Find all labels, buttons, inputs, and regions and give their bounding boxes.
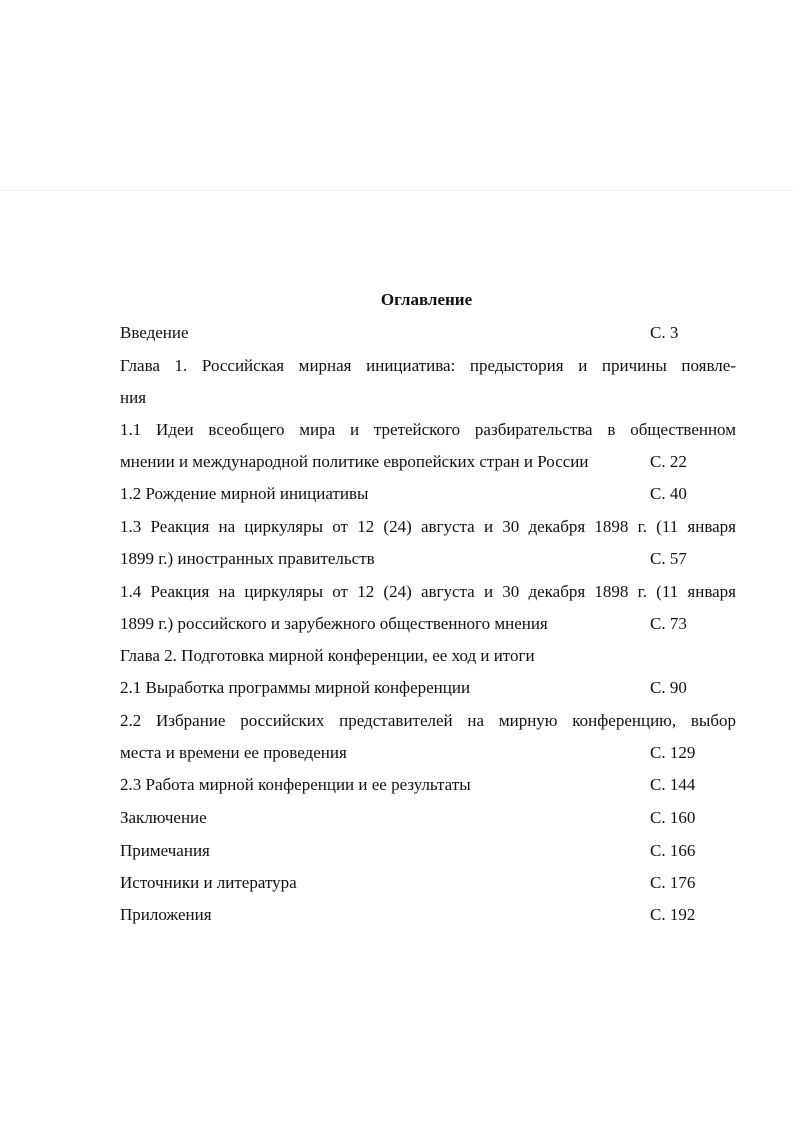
- toc-page-1-2: С. 40: [650, 484, 687, 503]
- toc-page-1-4: С. 73: [650, 614, 687, 633]
- toc-title: Оглавление: [380, 290, 473, 309]
- toc-page-introduction: С. 3: [650, 323, 679, 342]
- toc-entry-2-1: 2.1 Выработка программы мирной конференции: [120, 678, 471, 697]
- toc-page-2-3: С. 144: [650, 775, 696, 794]
- toc-entry-1-1-cont: мнении и международной политике европейских стран и России: [120, 452, 589, 471]
- toc-entry-1-3: 1.3 Реакция на циркуляры от 12 (24) августа и 30 декабря 1898 г. (11 января: [120, 517, 736, 536]
- toc-entry-introduction: Введение: [120, 323, 189, 342]
- toc-entry-sources: Источники и литература: [120, 873, 297, 892]
- toc-entry-2-2: 2.2 Избрание российских представителей на мирную конференцию, выбор: [120, 711, 736, 730]
- toc-entry-2-2-cont: места и времени ее проведения: [120, 743, 347, 762]
- toc-entry-1-1: 1.1 Идеи всеобщего мира и третейского разбирательства в общественном: [120, 420, 736, 439]
- toc-page-notes: С. 166: [650, 841, 696, 860]
- toc-entry-chapter-2: Глава 2. Подготовка мирной конференции, ее ход и итоги: [120, 646, 535, 665]
- toc-entry-notes: Примечания: [120, 841, 210, 860]
- toc-page-2-1: С. 90: [650, 678, 687, 697]
- toc-page-1-1: С. 22: [650, 452, 687, 471]
- toc-entry-1-4: 1.4 Реакция на циркуляры от 12 (24) августа и 30 декабря 1898 г. (11 января: [120, 582, 736, 601]
- toc-entry-conclusion: Заключение: [120, 808, 207, 827]
- toc-entry-1-2: 1.2 Рождение мирной инициативы: [120, 484, 369, 503]
- toc-page-conclusion: С. 160: [650, 808, 696, 827]
- toc-page-1-3: С. 57: [650, 549, 687, 568]
- toc-entry-1-4-cont: 1899 г.) российского и зарубежного общественного мнения: [120, 614, 548, 633]
- toc-entry-appendices: Приложения: [120, 905, 212, 924]
- toc-page-sources: С. 176: [650, 873, 696, 892]
- toc-entry-2-3: 2.3 Работа мирной конференции и ее результаты: [120, 775, 471, 794]
- toc-entry-chapter-1-cont: ния: [120, 388, 147, 407]
- toc-page-2-2: С. 129: [650, 743, 696, 762]
- toc-page-appendices: С. 192: [650, 905, 696, 924]
- toc-entry-chapter-1: Глава 1. Российская мирная инициатива: предыстория и причины появле-: [120, 356, 736, 375]
- toc-entry-1-3-cont: 1899 г.) иностранных правительств: [120, 549, 375, 568]
